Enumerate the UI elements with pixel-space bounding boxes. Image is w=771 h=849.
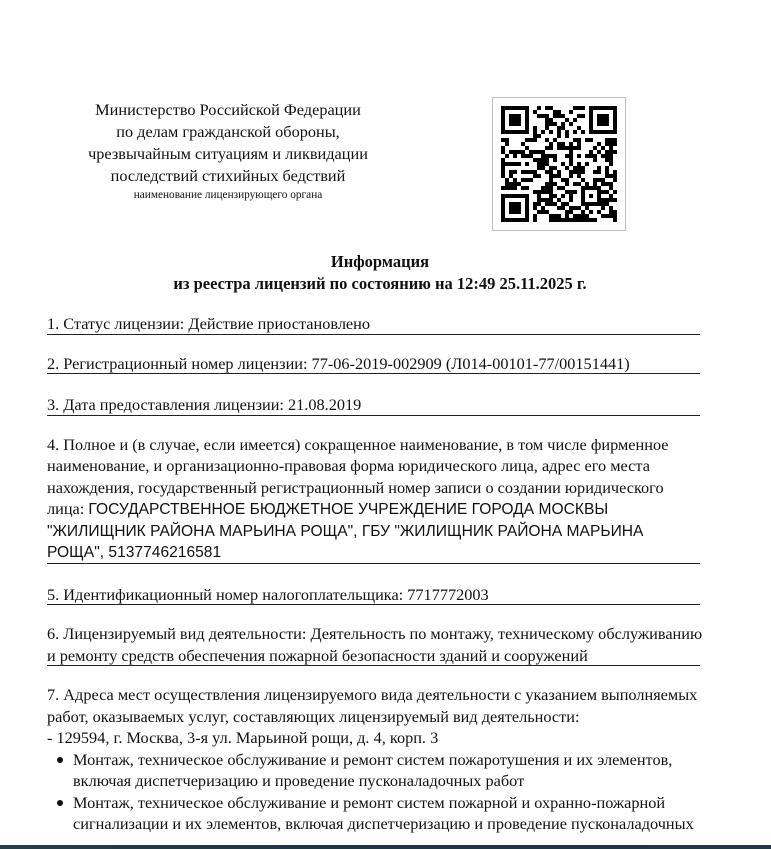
works-list-item (47, 749, 737, 792)
field-addresses-line: 7. Адреса мест осуществления лицензируемого вида деятельности с указанием выполняемых (47, 685, 698, 704)
field-status-text: 1. Статус лицензии: Действие приостановлено (47, 314, 371, 333)
field-registration-number (47, 353, 737, 375)
document-title (40, 251, 720, 294)
field-label-line: наименование, и организационно-правовая форма юридического лица, адрес его места (47, 456, 650, 475)
works-list (47, 749, 737, 835)
authority-caption: наименование лицензирующего органа (133, 189, 323, 201)
field-addresses (47, 684, 737, 835)
title-subheading: из реестра лицензий по состоянию на 12:49 25.11.2025 г. (173, 273, 587, 293)
field-label-line: нахождения, государственный регистрационный номер записи о создании юридического (47, 477, 664, 497)
qr-code-graphic (493, 98, 625, 230)
works-item-line: Монтаж, техническое обслуживание и ремонт систем пожарной и охранно-пожарной (73, 792, 666, 812)
licensing-authority-block (60, 99, 396, 203)
works-list-item (47, 792, 737, 835)
field-value-line (47, 498, 737, 521)
bottom-dark-bar (0, 845, 771, 849)
organization-name-value: ГОСУДАРСТВЕННОЕ БЮДЖЕТНОЕ УЧРЕЖДЕНИЕ ГОРОДА МОСКВЫ (88, 501, 609, 518)
field-label-prefix: лица: (47, 499, 89, 518)
organization-name-value: РОЩА", 5137746216581 (47, 544, 222, 561)
field-issue-date (47, 394, 737, 416)
address-entry: - 129594, г. Москва, 3-я ул. Марьиной рощи, д. 4, корп. 3 (47, 728, 439, 747)
field-organization-name (47, 434, 737, 564)
authority-line: последствий стихийных бедствий (110, 166, 346, 185)
works-item-line: включая диспетчеризацию и проведение пусконаладочных работ (73, 771, 525, 790)
title-heading: Информация (330, 252, 430, 271)
field-addresses-line: работ, оказываемых услуг, составляющих лицензируемый вид деятельности: (47, 706, 580, 726)
field-inn-text: 5. Идентификационный номер налогоплательщика: 7717772003 (47, 584, 489, 604)
bullet-icon (57, 800, 63, 806)
field-activity-line: 6. Лицензируемый вид деятельности: Деятельность по монтажу, техническому обслуживанию (47, 624, 703, 643)
field-inn (47, 584, 737, 606)
field-issue-date-text: 3. Дата предоставления лицензии: 21.08.2019 (47, 395, 362, 414)
field-status (47, 313, 737, 335)
field-activity (47, 623, 737, 666)
works-item-line: Монтаж, техническое обслуживание и ремонт систем пожаротушения и их элементов, (73, 749, 673, 769)
works-item-line: сигнализации и их элементов, включая диспетчеризацию и проведение пусконаладочных (73, 814, 694, 833)
field-label-line: 4. Полное и (в случае, если имеется) сокращенное наименование, в том числе фирменное (47, 434, 669, 454)
qr-code-icon (492, 97, 626, 231)
authority-line: по делам гражданской обороны, (116, 122, 340, 141)
authority-line: чрезвычайным ситуациям и ликвидации (88, 144, 368, 163)
organization-name-value: "ЖИЛИЩНИК РАЙОНА МАРЬИНА РОЩА", ГБУ "ЖИЛИЩНИК РАЙОНА МАРЬИНА (47, 522, 644, 540)
authority-line: Министерство Российской Федерации (95, 100, 361, 119)
license-fields (47, 313, 737, 835)
field-registration-number-text: 2. Регистрационный номер лицензии: 77-06-2019-002909 (Л014-00101-77/00151441) (47, 353, 630, 373)
bullet-icon (57, 757, 63, 763)
field-activity-line: и ремонту средств обеспечения пожарной безопасности зданий и сооружений (47, 645, 588, 665)
